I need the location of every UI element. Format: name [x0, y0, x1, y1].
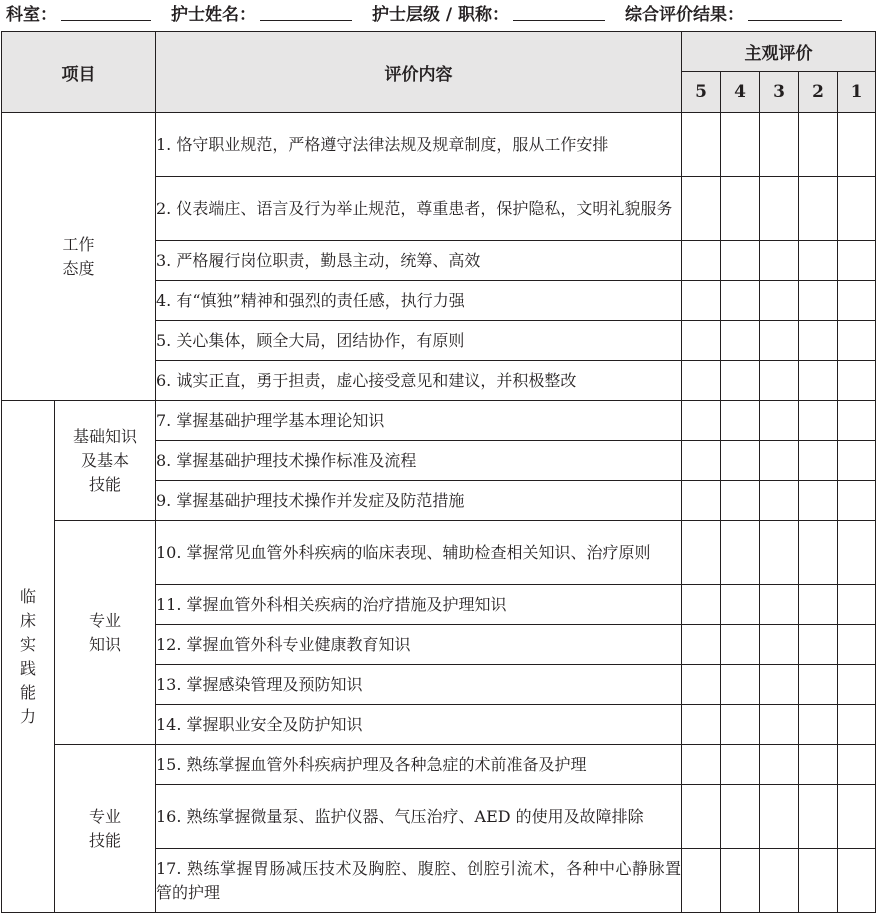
- header-subjective: 主观评价: [682, 32, 876, 72]
- criterion-text: 4. 有“慎独”精神和强烈的责任感，执行力强: [156, 281, 682, 321]
- overall-result-blank[interactable]: [748, 4, 842, 21]
- score-header-2: 2: [799, 72, 838, 113]
- subcategory-label-line: 技能: [88, 830, 121, 850]
- subcategory-label-line: 知识: [88, 634, 121, 654]
- category-work-attitude: [2, 113, 156, 401]
- score-cell-2[interactable]: [799, 113, 838, 177]
- criterion-text: 11. 掌握血管外科相关疾病的治疗措施及护理知识: [156, 585, 682, 625]
- category-clinical-practice: [2, 401, 55, 913]
- score-cell-3[interactable]: [760, 785, 799, 849]
- score-cell-3[interactable]: [760, 481, 799, 521]
- score-cell-3[interactable]: [760, 849, 799, 913]
- score-cell-4[interactable]: [721, 665, 760, 705]
- score-header-4: 4: [721, 72, 760, 113]
- score-cell-2[interactable]: [799, 705, 838, 745]
- score-cell-2[interactable]: [799, 177, 838, 241]
- table-row: [2, 113, 876, 177]
- score-cell-4[interactable]: [721, 625, 760, 665]
- header-item: 项目: [2, 32, 156, 113]
- criterion-text: 1. 恪守职业规范，严格遵守法律法规及规章制度，服从工作安排: [156, 113, 682, 177]
- subcategory-knowledge: [55, 521, 156, 745]
- score-cell-3[interactable]: [760, 177, 799, 241]
- score-cell-5[interactable]: [682, 281, 721, 321]
- score-cell-5[interactable]: [682, 785, 721, 849]
- criterion-text: 9. 掌握基础护理技术操作并发症及防范措施: [156, 481, 682, 521]
- score-cell-4[interactable]: [721, 745, 760, 785]
- table-row: [2, 521, 876, 585]
- criterion-text: 16. 熟练掌握微量泵、监护仪器、气压治疗、AED 的使用及故障排除: [156, 785, 682, 849]
- header-content: 评价内容: [156, 32, 682, 113]
- score-cell-4[interactable]: [721, 705, 760, 745]
- score-cell-3[interactable]: [760, 521, 799, 585]
- score-cell-3[interactable]: [760, 625, 799, 665]
- score-cell-2[interactable]: [799, 625, 838, 665]
- score-cell-1[interactable]: [838, 625, 876, 665]
- score-cell-1[interactable]: [838, 849, 876, 913]
- category-label-char: 践: [19, 658, 36, 678]
- score-cell-4[interactable]: [721, 521, 760, 585]
- table-row: [2, 745, 876, 785]
- score-cell-1[interactable]: [838, 585, 876, 625]
- category-label-line: 工作: [62, 234, 95, 254]
- score-cell-4[interactable]: [721, 441, 760, 481]
- category-label-char: 临: [19, 586, 36, 606]
- score-cell-2[interactable]: [799, 665, 838, 705]
- score-cell-2[interactable]: [799, 241, 838, 281]
- nurse-level-label: 护士层级 / 职称：: [372, 4, 510, 25]
- score-cell-3[interactable]: [760, 441, 799, 481]
- score-cell-4[interactable]: [721, 361, 760, 401]
- score-header-3: 3: [760, 72, 799, 113]
- score-cell-5[interactable]: [682, 625, 721, 665]
- criterion-text: 17. 熟练掌握胃肠减压技术及胸腔、腹腔、创腔引流术，各种中心静脉置管的护理: [156, 849, 682, 913]
- overall-result-label: 综合评价结果：: [625, 4, 745, 25]
- score-cell-5[interactable]: [682, 321, 721, 361]
- nurse-level-field: [372, 0, 605, 25]
- criterion-text: 6. 诚实正直，勇于担责，虚心接受意见和建议，并积极整改: [156, 361, 682, 401]
- subcategory-label-line: 及基本: [80, 450, 129, 470]
- score-cell-5[interactable]: [682, 113, 721, 177]
- score-cell-3[interactable]: [760, 585, 799, 625]
- score-cell-3[interactable]: [760, 401, 799, 441]
- subcategory-label-line: 专业: [88, 806, 121, 826]
- score-cell-1[interactable]: [838, 441, 876, 481]
- score-cell-5[interactable]: [682, 481, 721, 521]
- department-blank[interactable]: [61, 4, 151, 21]
- score-cell-5[interactable]: [682, 401, 721, 441]
- nurse-name-field: [171, 0, 352, 25]
- score-cell-1[interactable]: [838, 665, 876, 705]
- overall-result-field: [625, 0, 842, 25]
- score-cell-1[interactable]: [838, 241, 876, 281]
- score-cell-5[interactable]: [682, 585, 721, 625]
- score-cell-4[interactable]: [721, 177, 760, 241]
- score-cell-3[interactable]: [760, 745, 799, 785]
- score-cell-5[interactable]: [682, 177, 721, 241]
- score-cell-5[interactable]: [682, 705, 721, 745]
- criterion-text: 3. 严格履行岗位职责，勤恳主动，统筹、高效: [156, 241, 682, 281]
- department-label: 科室：: [6, 4, 57, 25]
- score-cell-1[interactable]: [838, 321, 876, 361]
- score-cell-5[interactable]: [682, 361, 721, 401]
- score-cell-1[interactable]: [838, 745, 876, 785]
- subcategory-label-line: 专业: [88, 610, 121, 630]
- subcategory-label-line: 技能: [88, 474, 121, 494]
- score-cell-2[interactable]: [799, 441, 838, 481]
- criterion-text: 5. 关心集体，顾全大局，团结协作，有原则: [156, 321, 682, 361]
- score-header-5: 5: [682, 72, 721, 113]
- score-cell-3[interactable]: [760, 665, 799, 705]
- score-cell-4[interactable]: [721, 241, 760, 281]
- criterion-text: 8. 掌握基础护理技术操作标准及流程: [156, 441, 682, 481]
- category-label-char: 力: [19, 706, 36, 726]
- nurse-name-blank[interactable]: [260, 4, 352, 21]
- score-cell-3[interactable]: [760, 705, 799, 745]
- score-cell-4[interactable]: [721, 785, 760, 849]
- score-cell-1[interactable]: [838, 521, 876, 585]
- score-cell-4[interactable]: [721, 281, 760, 321]
- score-cell-4[interactable]: [721, 321, 760, 361]
- score-cell-2[interactable]: [799, 321, 838, 361]
- score-cell-1[interactable]: [838, 785, 876, 849]
- score-cell-1[interactable]: [838, 705, 876, 745]
- score-cell-2[interactable]: [799, 521, 838, 585]
- nurse-name-label: 护士姓名：: [171, 4, 256, 25]
- score-cell-4[interactable]: [721, 849, 760, 913]
- score-cell-2[interactable]: [799, 745, 838, 785]
- score-cell-3[interactable]: [760, 113, 799, 177]
- score-cell-5[interactable]: [682, 241, 721, 281]
- subcategory-basic: [55, 401, 156, 521]
- category-label-char: 实: [19, 634, 36, 654]
- score-cell-1[interactable]: [838, 401, 876, 441]
- score-cell-2[interactable]: [799, 401, 838, 441]
- score-cell-2[interactable]: [799, 849, 838, 913]
- score-header-1: 1: [838, 72, 876, 113]
- subcategory-skills: [55, 745, 156, 913]
- score-cell-5[interactable]: [682, 849, 721, 913]
- nurse-level-blank[interactable]: [513, 4, 605, 21]
- score-cell-2[interactable]: [799, 585, 838, 625]
- score-cell-3[interactable]: [760, 281, 799, 321]
- score-cell-5[interactable]: [682, 665, 721, 705]
- score-cell-3[interactable]: [760, 361, 799, 401]
- score-cell-5[interactable]: [682, 521, 721, 585]
- table-row: [2, 401, 876, 441]
- score-cell-4[interactable]: [721, 585, 760, 625]
- score-cell-2[interactable]: [799, 361, 838, 401]
- score-cell-1[interactable]: [838, 113, 876, 177]
- score-cell-1[interactable]: [838, 177, 876, 241]
- score-cell-1[interactable]: [838, 281, 876, 321]
- score-cell-4[interactable]: [721, 401, 760, 441]
- subcategory-label-line: 基础知识: [72, 426, 137, 446]
- score-cell-2[interactable]: [799, 281, 838, 321]
- score-cell-3[interactable]: [760, 241, 799, 281]
- score-cell-5[interactable]: [682, 441, 721, 481]
- criterion-text: 13. 掌握感染管理及预防知识: [156, 665, 682, 705]
- criterion-text: 10. 掌握常见血管外科疾病的临床表现、辅助检查相关知识、治疗原则: [156, 521, 682, 585]
- criterion-text: 7. 掌握基础护理学基本理论知识: [156, 401, 682, 441]
- department-field: [6, 0, 151, 25]
- category-label-char: 能: [19, 682, 36, 702]
- score-cell-4[interactable]: [721, 481, 760, 521]
- category-label-line: 态度: [62, 258, 95, 278]
- score-cell-5[interactable]: [682, 745, 721, 785]
- score-cell-1[interactable]: [838, 481, 876, 521]
- category-label-char: 床: [19, 610, 36, 630]
- score-cell-2[interactable]: [799, 785, 838, 849]
- criterion-text: 15. 熟练掌握血管外科疾病护理及各种急症的术前准备及护理: [156, 745, 682, 785]
- score-cell-2[interactable]: [799, 481, 838, 521]
- score-cell-1[interactable]: [838, 361, 876, 401]
- evaluation-table: [1, 31, 876, 913]
- form-header: [6, 0, 876, 24]
- criterion-text: 14. 掌握职业安全及防护知识: [156, 705, 682, 745]
- criterion-text: 2. 仪表端庄、语言及行为举止规范，尊重患者，保护隐私，文明礼貌服务: [156, 177, 682, 241]
- score-cell-3[interactable]: [760, 321, 799, 361]
- criterion-text: 12. 掌握血管外科专业健康教育知识: [156, 625, 682, 665]
- score-cell-4[interactable]: [721, 113, 760, 177]
